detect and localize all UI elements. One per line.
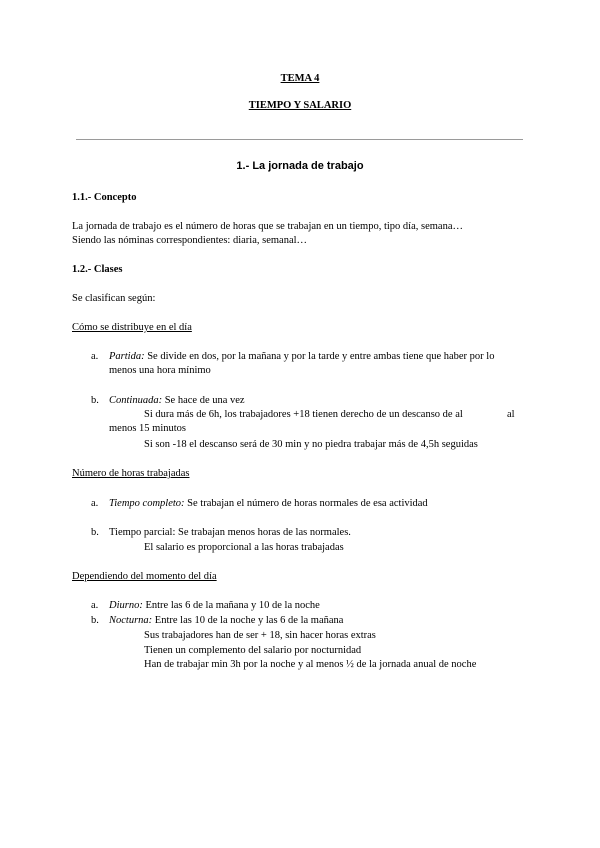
partida-text: Se divide en dos, por la mañana y por la tarde y entre ambas tiene que haber por lo [144,351,495,362]
horizontal-rule [76,139,523,140]
term-continuada: Continuada: [109,395,163,406]
list-marker: b. [91,615,99,626]
term-partida: Partida: [109,351,145,362]
nocturna-sub-1: Sus trabajadores han de ser + 18, sin hacer horas extras [144,630,376,641]
list-marker: a. [91,600,99,611]
group-title-distribucion: Cómo se distribuye en el día [72,322,192,333]
continuada-sub-1-wrap: menos 15 minutos [109,423,187,434]
list-marker: a. [91,351,99,362]
term-nocturna: Nocturna: [109,615,153,626]
list-item-diurno [109,599,320,613]
nocturna-sub-2: Tienen un complemento del salario por nocturnidad [144,645,362,656]
list-item-tiempo-completo [109,497,428,511]
list-item-tiempo-parcial: Tiempo parcial: Se trabajan menos horas de las normales. [109,527,351,538]
diurno-text: Entre las 6 de la mañana y 10 de la noche [142,600,320,611]
list-item-nocturna [109,614,343,628]
term-diurno: Diurno: [109,600,143,611]
tema-title: TEMA 4 [280,73,320,84]
section-title: 1.- La jornada de trabajo [236,160,364,172]
continuada-sub-1: Si dura más de 6h, los trabajadores +18 tienen derecho de un descanso de al [144,409,463,420]
concepto-line-2: Siendo las nóminas correspondientes: diaria, semanal… [72,235,308,246]
continuada-sub-1-tail: al [507,409,515,420]
continuada-text: Se hace de una vez [162,395,245,406]
nocturna-text: Entre las 10 de la noche y las 6 de la mañana [152,615,344,626]
group-title-horas: Número de horas trabajadas [72,468,190,479]
group-title-momento: Dependiendo del momento del día [72,571,217,582]
list-item-continuada [109,394,245,408]
list-marker: b. [91,527,99,538]
subsection-heading-concepto: 1.1.- Concepto [72,192,137,203]
concepto-line-1: La jornada de trabajo es el número de horas que se trabajan en un tiempo, tipo día, semana… [72,221,463,232]
term-tiempo-completo: Tiempo completo: [109,498,185,509]
subsection-heading-clases: 1.2.- Clases [72,264,123,275]
tiempo-parcial-sub-1: El salario es proporcional a las horas trabajadas [144,542,344,553]
list-marker: b. [91,395,99,406]
clases-intro: Se clasifican según: [72,293,156,304]
list-item-partida [109,350,494,364]
list-marker: a. [91,498,99,509]
tiempo-completo-text: Se trabajan el número de horas normales de esa actividad [184,498,428,509]
nocturna-sub-3: Han de trabajar min 3h por la noche y al menos ½ de la jornada anual de noche [144,659,477,670]
continuada-sub-2: Si son -18 el descanso será de 30 min y no piedra trabajar más de 4,5h seguidas [144,439,478,450]
document-subtitle: TIEMPO Y SALARIO [248,100,352,111]
partida-text-wrap: menos una hora mínimo [109,365,211,376]
